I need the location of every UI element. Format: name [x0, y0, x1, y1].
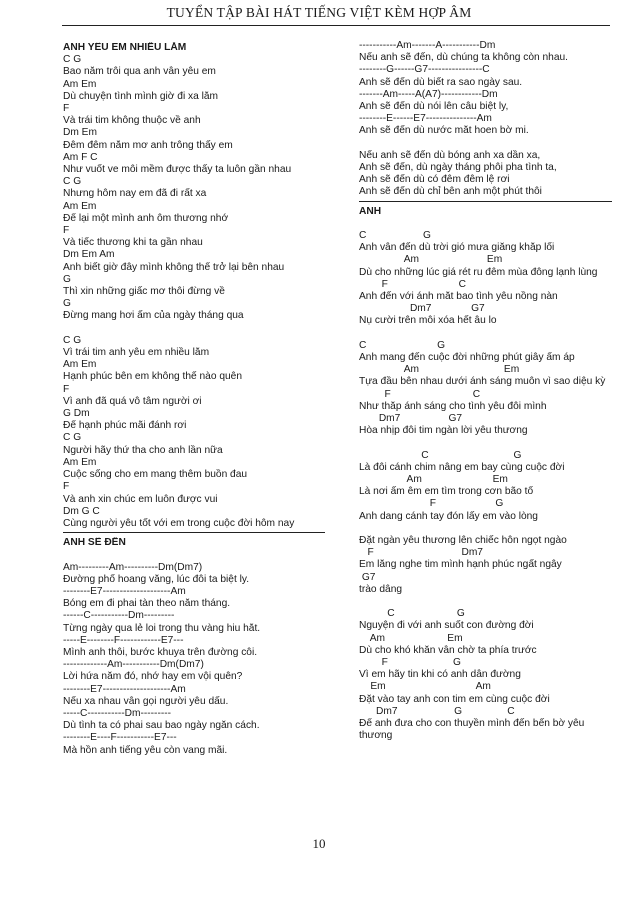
lyric-line: Dm Em	[63, 127, 97, 139]
page-number: 10	[312, 836, 326, 851]
lyric-line: Đêm đêm nằm mơ anh trông thấy em	[63, 139, 233, 151]
lyric-line: Anh đến với ánh mắt bao tình yêu nồng nàn	[359, 291, 558, 303]
lyric-line: Như thắp ánh sáng cho tình yêu đôi mình	[359, 400, 547, 412]
lyric-line: -----C-----------Dm---------	[63, 707, 172, 719]
lyric-line: F	[63, 383, 70, 395]
lyric-line: Am Em	[63, 456, 97, 468]
lyric-line: Dm G C	[63, 505, 100, 517]
lyric-line: -------Am-----A(A7)------------Dm	[359, 88, 498, 100]
lyric-line: Bao năm trôi qua anh vẫn yêu em	[63, 66, 216, 78]
lyric-line: Là nơi ấm êm em tìm trong cơn bão tố	[359, 486, 534, 498]
blank-line	[359, 138, 612, 150]
lyric-line: Dù cho khó khăn vẫn chờ ta phía trước	[359, 644, 537, 656]
lyric-line: Anh sẽ đến dù nói lên câu biệt ly,	[359, 101, 509, 113]
lyric-line: Em lắng nghe tim mình hạnh phúc ngất ngây	[359, 559, 562, 571]
lyric-line: C G	[359, 339, 446, 351]
lyric-line: Cuộc sống cho em mang thêm buồn đau	[63, 469, 248, 481]
lyric-line: F C	[359, 278, 466, 290]
lyric-line: Am Em	[359, 254, 503, 266]
lyric-line: C G	[359, 449, 522, 461]
lyric-line: Dù tình ta có phai sau bao ngày ngăn cách.	[63, 720, 260, 732]
lyric-line: Em Am	[359, 681, 491, 693]
lyric-line: Tựa đầu bên nhau dưới ánh sáng muôn vì sao diệu kỳ	[359, 376, 606, 388]
lyric-line: Am Em	[359, 632, 463, 644]
lyric-line: -----E--------F------------E7---	[63, 634, 184, 646]
lyric-line: Và anh xin chúc em luôn được vui	[63, 493, 218, 505]
lyric-line: Anh dang cánh tay đón lấy em vào lòng	[359, 510, 538, 522]
lyric-line: -----------Am-------A-----------Dm	[359, 40, 496, 51]
lyric-line: Người hãy thứ tha cho anh lần nữa	[63, 444, 223, 456]
lyric-line: Để lại một mình anh ôm thương nhớ	[63, 212, 229, 224]
song-title: ANH	[359, 205, 382, 217]
lyric-line: F	[63, 225, 70, 237]
lyric-line: Am Em	[359, 364, 520, 376]
lyric-line: C G	[359, 608, 465, 620]
lyric-line: Am Em	[63, 200, 97, 212]
lyric-line: G	[63, 273, 71, 285]
lyric-line: Am Em	[63, 359, 97, 371]
lyric-line: Là đôi cánh chim nâng em bay cùng cuộc đời	[359, 461, 565, 473]
lyric-line: Nguyện đi với anh suốt con đường đời	[359, 620, 534, 632]
lyric-line: Bóng em đi phai tàn theo năm tháng.	[63, 598, 231, 610]
lyric-line: G7	[359, 571, 376, 583]
lyric-line: Anh vẫn đến dù trời gió mưa giăng khắp lối	[359, 242, 555, 254]
lyric-line: Dm7 G7	[359, 413, 463, 425]
lyric-line: Vì trái tim anh yêu em nhiều lắm	[63, 347, 210, 359]
lyric-line: F G	[359, 657, 461, 669]
lyric-line: --------E7--------------------Am	[63, 683, 186, 695]
left-column	[63, 42, 329, 757]
lyric-line: --------G------G7----------------C	[359, 64, 490, 76]
lyric-line: Vì em hãy tin khi có anh dẫn đường	[359, 669, 521, 681]
lyric-line: Cùng người yêu tốt với em trong cuộc đời hôm nay	[63, 517, 295, 529]
lyric-line: Từng ngày qua lẻ loi trong thu vàng hiu hắt.	[63, 622, 261, 634]
lyric-line: Dm7 G7	[359, 303, 485, 315]
header-rule	[62, 25, 610, 26]
lyric-line: Mà hồn anh tiếng yêu còn vang mãi.	[63, 744, 228, 756]
lyric-line: Đặt vào tay anh con tim em cùng cuộc đời	[359, 693, 550, 705]
lyric-line: Anh mang đến cuộc đời những phút giây ấm áp	[359, 352, 575, 364]
lyric-line: F	[63, 481, 70, 493]
lyric-line: Nụ cười trên môi xóa hết âu lo	[359, 315, 497, 327]
lyric-line: Nếu anh sẽ đến, dù chúng ta không còn nhau.	[359, 52, 569, 64]
lyric-line: Và tiếc thương khi ta gần nhau	[63, 237, 203, 249]
lyric-line: trào dâng	[359, 583, 403, 595]
lyric-line: Dm Em Am	[63, 249, 115, 261]
lyric-line: Am Em	[63, 78, 97, 90]
lyric-line: Nếu xa nhau vẫn gọi người yêu dấu.	[63, 695, 229, 707]
lyric-line: Anh biết giờ đây mình không thể trở lại bên nhau	[63, 261, 285, 273]
lyric-line: Đường phố hoang vắng, lúc đôi ta biệt ly.	[63, 573, 250, 585]
lyric-line: Anh sẽ đến dù chỉ bên anh một phút thôi	[359, 186, 542, 198]
lyric-line: Hòa nhịp đôi tim ngàn lời yêu thương	[359, 425, 528, 437]
lyric-line: Thì xin những giấc mơ thôi đừng về	[63, 286, 225, 298]
lyric-line: Am F C	[63, 151, 98, 163]
lyric-line: Như vuốt ve môi mềm được thấy ta luôn gần nhau	[63, 164, 292, 176]
lyric-line: F	[63, 103, 70, 115]
lyric-line: C G	[359, 230, 431, 242]
lyric-line: Và trái tim không thuộc về anh	[63, 115, 201, 127]
right-column	[359, 40, 612, 742]
lyric-line: Nếu anh sẽ đến dù bóng anh xa dần xa,	[359, 149, 541, 161]
lyric-line: Anh sẽ đến dù có đêm đêm lệ rơi	[359, 174, 510, 186]
lyric-line: -------------Am-----------Dm(Dm7)	[63, 659, 204, 671]
lyric-line: C G	[63, 54, 82, 66]
section-divider	[63, 532, 325, 533]
lyric-line: G	[63, 298, 71, 310]
page-header-title: TUYỂN TẬP BÀI HÁT TIẾNG VIỆT KÈM HỢP ÂM	[166, 5, 472, 20]
lyric-line: Anh sẽ đến dù biết ra sao ngày sau.	[359, 76, 523, 88]
lyric-line: Dù cho những lúc giá rét ru đêm mùa đông lạnh lùng	[359, 266, 598, 278]
lyric-line: Anh sẽ đến, dù ngày tháng phôi pha tình ta,	[359, 162, 557, 174]
blank-line	[359, 523, 612, 535]
lyric-line: --------E7--------------------Am	[63, 585, 186, 597]
lyric-line: Vì anh đã quá vô tâm người ơi	[63, 395, 202, 407]
lyric-line: Dù chuyện tình mình giờ đi xa lắm	[63, 90, 219, 102]
lyric-line: C G	[63, 334, 82, 346]
blank-line	[63, 549, 329, 561]
lyric-line: Đặt ngàn yêu thương lên chiếc hôn ngọt ngào	[359, 535, 567, 547]
lyric-line: Hạnh phúc bên em không thể nào quên	[63, 371, 242, 383]
lyric-line: Am---------Am----------Dm(Dm7)	[63, 561, 203, 573]
lyric-line: F Dm7	[359, 547, 483, 559]
song-title: ANH YÊU EM NHIỀU LẮM	[63, 42, 187, 53]
lyric-line: Am Em	[359, 474, 508, 486]
lyric-line: F C	[359, 388, 481, 400]
lyric-line: --------E----F-----------E7---	[63, 732, 177, 744]
lyric-line: C G	[63, 432, 82, 444]
lyric-line: Nhưng hôm nay em đã đi rất xa	[63, 188, 207, 200]
lyric-line: Mình anh thôi, bước khuya trên đường côi.	[63, 646, 258, 658]
lyric-line: ------C-----------Dm---------	[63, 610, 175, 622]
lyric-line: --------E------E7---------------Am	[359, 113, 492, 125]
lyric-line: G Dm	[63, 408, 90, 420]
blank-line	[359, 328, 612, 340]
lyric-line: F G	[359, 498, 504, 510]
lyric-line: Dm7 G C	[359, 705, 515, 717]
song-title: ANH SẼ ĐẾN	[63, 537, 126, 549]
lyric-line: C G	[63, 176, 82, 188]
blank-line	[359, 596, 612, 608]
lyric-line: Anh sẽ đến dù nước mắt hoen bờ mi.	[359, 125, 529, 137]
lyric-line: Để hạnh phúc mãi đánh rơi	[63, 420, 187, 432]
lyric-line: Lời hứa năm đó, nhớ hay em vội quên?	[63, 671, 243, 683]
section-divider	[359, 201, 612, 202]
blank-line	[63, 323, 329, 335]
lyric-line: Để anh đưa cho con thuyền mình đến bến bờ yêu thương	[359, 718, 585, 742]
blank-line	[359, 437, 612, 449]
lyric-line: Đừng mang hơi ấm của ngày tháng qua	[63, 310, 244, 322]
blank-line	[359, 218, 612, 230]
